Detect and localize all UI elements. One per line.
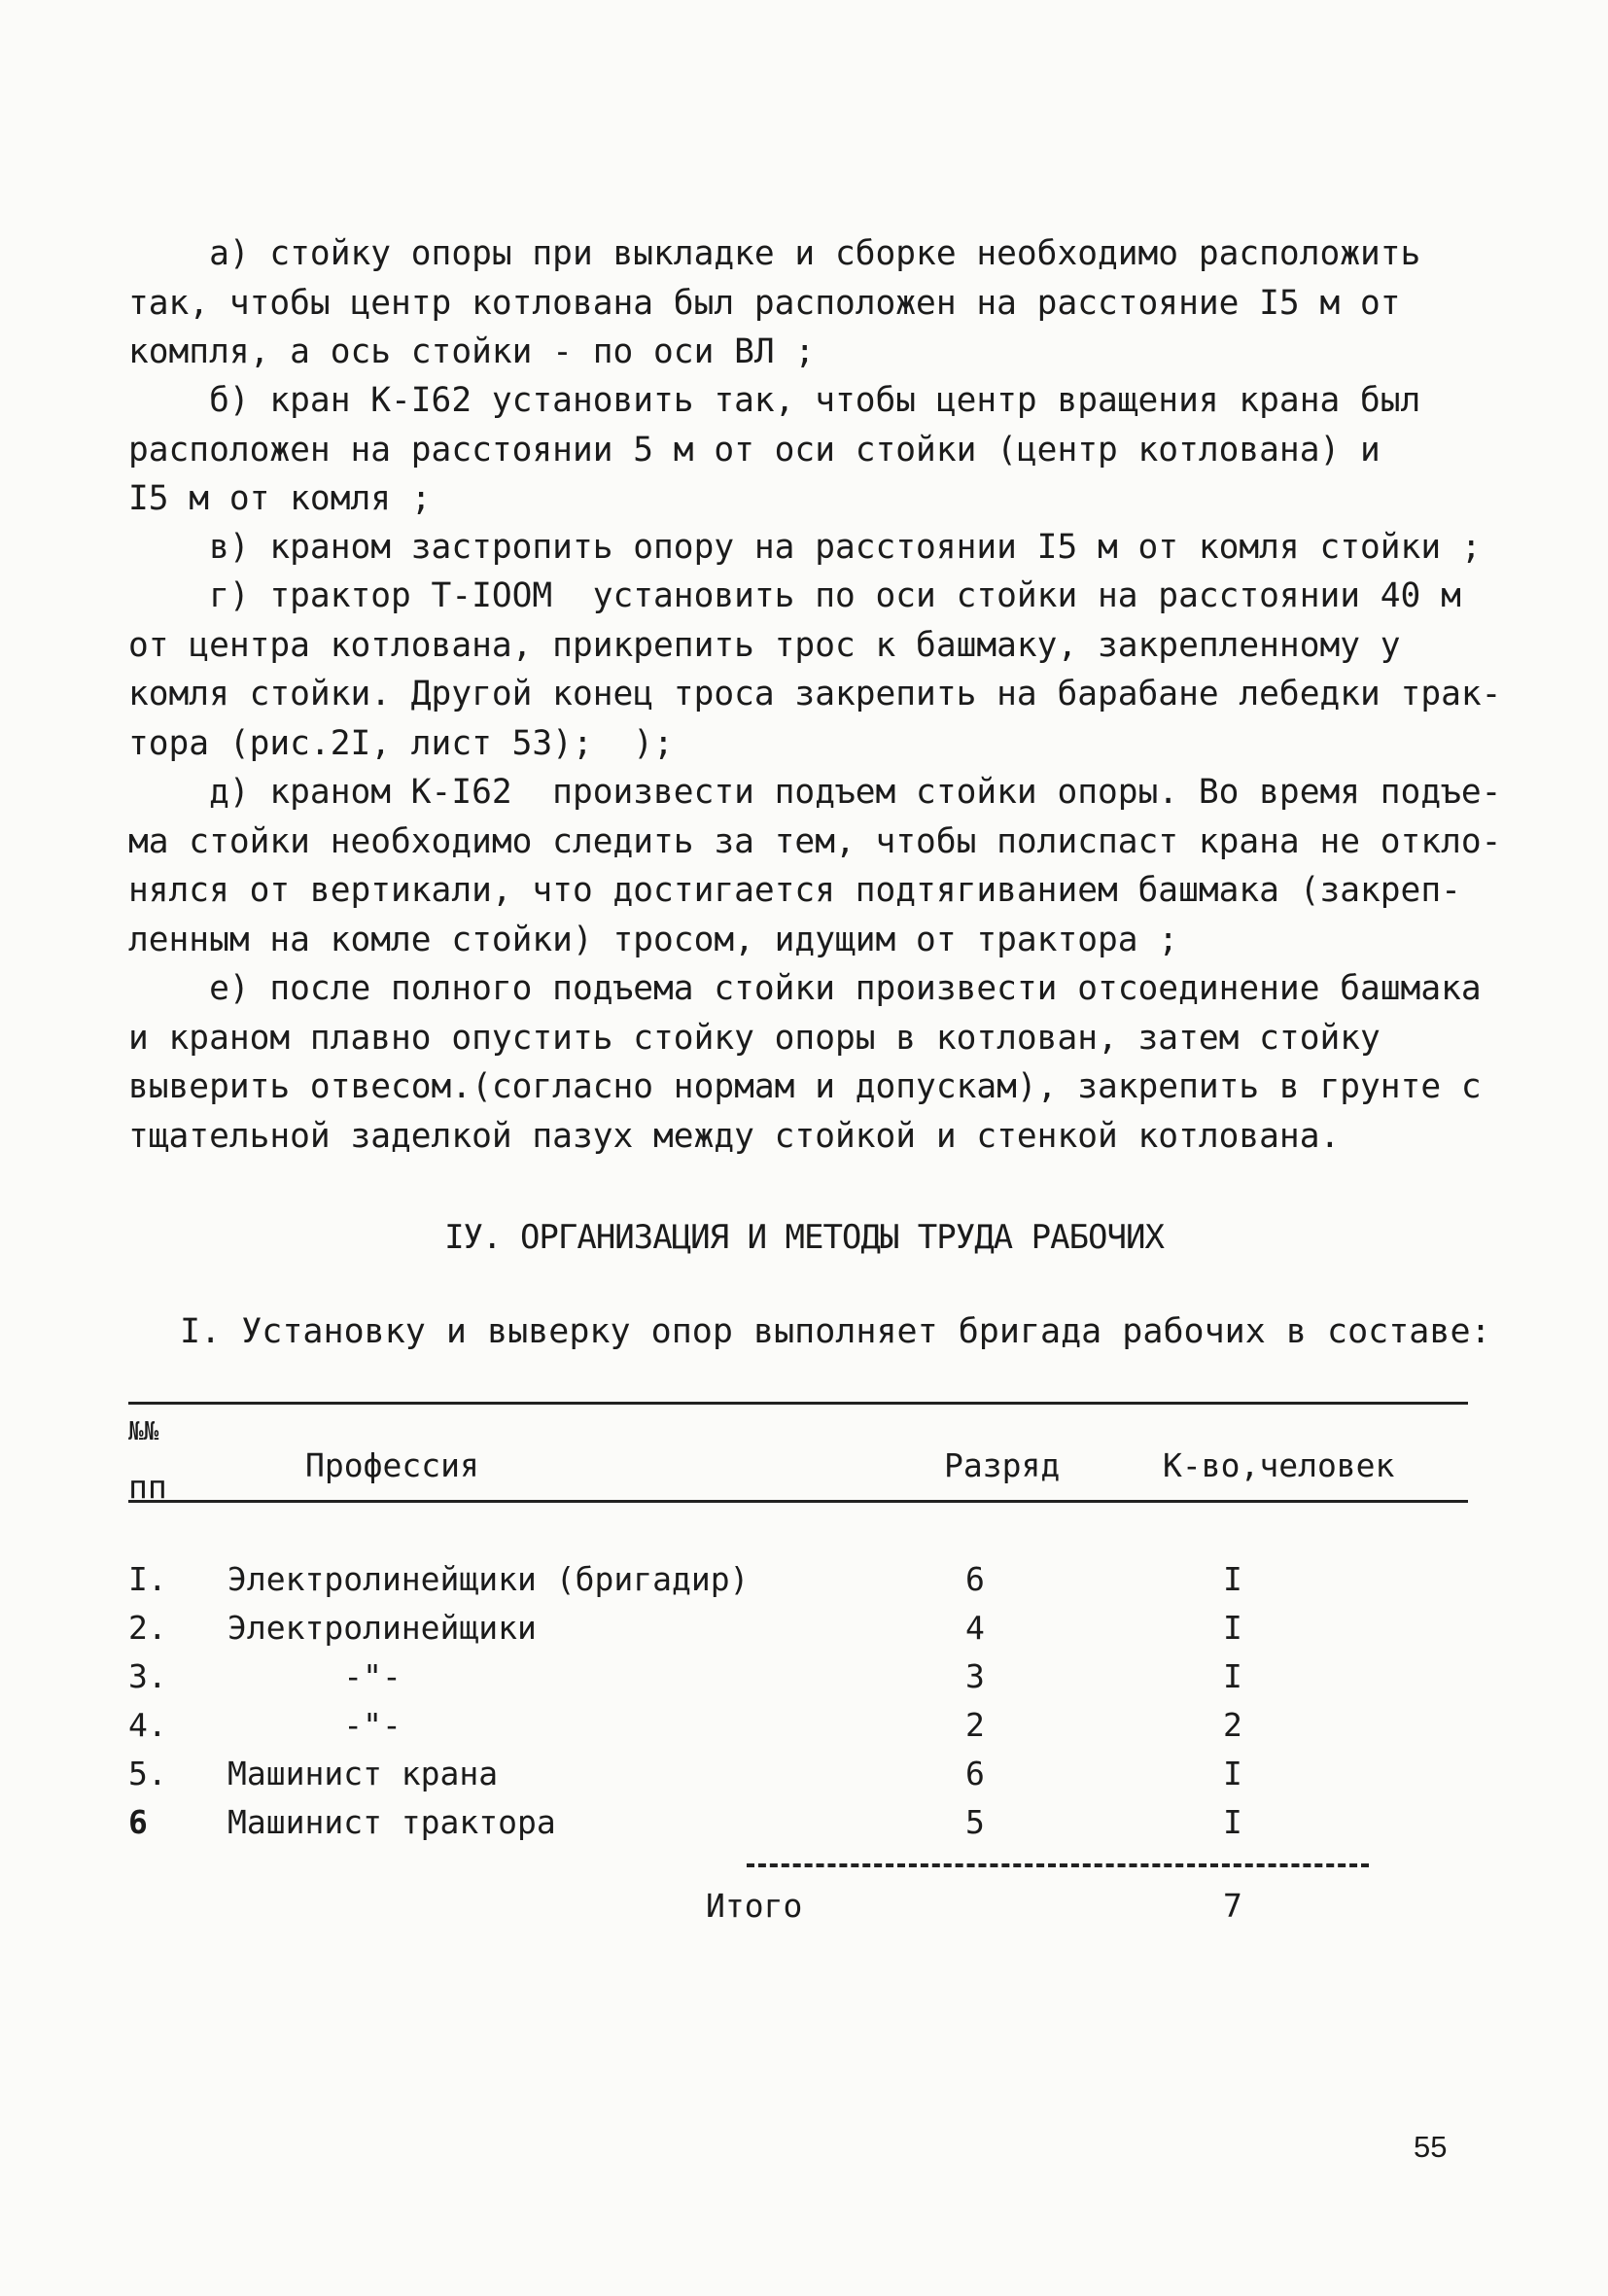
paragraph-b: [128, 376, 1485, 524]
row-grade: 6: [965, 1755, 985, 1792]
row-number: 4.: [128, 1706, 167, 1744]
row-number: I.: [128, 1560, 167, 1598]
row-grade: 2: [965, 1706, 985, 1744]
text-line: тщательной заделкой пазух между стойкой и стенкой котлована.: [128, 1116, 1341, 1156]
section-heading: IУ. ОРГАНИЗАЦИЯ И МЕТОДЫ ТРУДА РАБОЧИХ: [444, 1218, 1164, 1257]
page-number: 55: [1414, 2130, 1448, 2164]
paragraph-d: [128, 572, 1502, 768]
row-count: I: [1223, 1609, 1242, 1647]
total-value: 7: [1223, 1887, 1242, 1925]
row-profession: Электролинейщики: [227, 1609, 537, 1647]
header-count: К-во,человек: [1163, 1446, 1395, 1484]
row-profession: Машинист трактора: [227, 1803, 556, 1841]
row-profession: -"-: [227, 1657, 402, 1695]
text-line: г) трактор Т-IOOM установить по оси стойки на расстоянии 40 м: [128, 576, 1461, 615]
table-top-rule: [128, 1402, 1468, 1405]
paragraph-a: [128, 229, 1485, 377]
row-number: 6: [128, 1803, 148, 1841]
header-profession: Профессия: [305, 1446, 479, 1484]
text-line: расположен на расстоянии 5 м от оси стойки (центр котлована) и: [128, 430, 1381, 470]
table-header-rule: [128, 1500, 1468, 1503]
row-count: I: [1223, 1560, 1242, 1598]
row-profession: Электролинейщики (бригадир): [227, 1560, 750, 1598]
text-line: тора (рис.2I, лист 53); );: [128, 723, 674, 763]
total-label: Итого: [706, 1887, 803, 1925]
intro-sentence: I. Установку и выверку опор выполняет бригада рабочих в составе:: [180, 1312, 1491, 1351]
paragraph-e: [128, 768, 1502, 964]
row-number: 5.: [128, 1755, 167, 1792]
row-count: I: [1223, 1755, 1242, 1792]
text-line: е) после полного подъема стойки произвести отсоединение башмака: [128, 969, 1482, 1008]
text-line: так, чтобы центр котлована был расположен на расстояние I5 м от: [128, 283, 1401, 323]
row-count: I: [1223, 1803, 1242, 1841]
row-grade: 4: [965, 1609, 985, 1647]
text-line: д) краном К-I62 произвести подъем стойки опоры. Во время подъе-: [128, 773, 1502, 812]
text-line: компля, а ось стойки - по оси ВЛ ;: [128, 332, 816, 371]
paragraph-c: [128, 523, 1485, 573]
row-profession: Машинист крана: [227, 1755, 499, 1792]
text-line: I5 м от комля ;: [128, 479, 432, 518]
paragraph-f: [128, 964, 1485, 1161]
row-grade: 6: [965, 1560, 985, 1598]
total-dashed-rule: [747, 1863, 1369, 1867]
row-number: 2.: [128, 1609, 167, 1647]
text-line: и краном плавно опустить стойку опоры в котлован, затем стойку: [128, 1018, 1381, 1058]
text-line: в) краном застропить опору на расстоянии I5 м от комля стойки ;: [128, 528, 1482, 567]
text-line: выверить отвесом.(согласно нормам и допускам), закрепить в грунте с: [128, 1067, 1482, 1106]
row-number: 3.: [128, 1657, 167, 1695]
text-line: ленным на комле стойки) тросом, идущим от трактора ;: [128, 920, 1179, 959]
text-line: б) кран К-I62 установить так, чтобы центр вращения крана был: [128, 381, 1421, 420]
text-line: от центра котлована, прикрепить трос к башмаку, закрепленному у: [128, 625, 1401, 665]
header-number-bottom: пп: [128, 1468, 167, 1506]
row-grade: 3: [965, 1657, 985, 1695]
text-line: ма стойки необходимо следить за тем, чтобы полиспаст крана не откло-: [128, 821, 1502, 861]
text-line: а) стойку опоры при выкладке и сборке необходимо расположить: [128, 234, 1421, 273]
row-profession: -"-: [227, 1706, 402, 1744]
text-line: нялся от вертикали, что достигается подтягиванием башмака (закреп-: [128, 871, 1461, 910]
row-grade: 5: [965, 1803, 985, 1841]
row-count: 2: [1223, 1706, 1242, 1744]
text-line: комля стойки. Другой конец троса закрепить на барабане лебедки трак-: [128, 675, 1502, 713]
header-grade: Разряд: [944, 1446, 1061, 1484]
header-number-top: №№: [128, 1417, 159, 1446]
row-count: I: [1223, 1657, 1242, 1695]
